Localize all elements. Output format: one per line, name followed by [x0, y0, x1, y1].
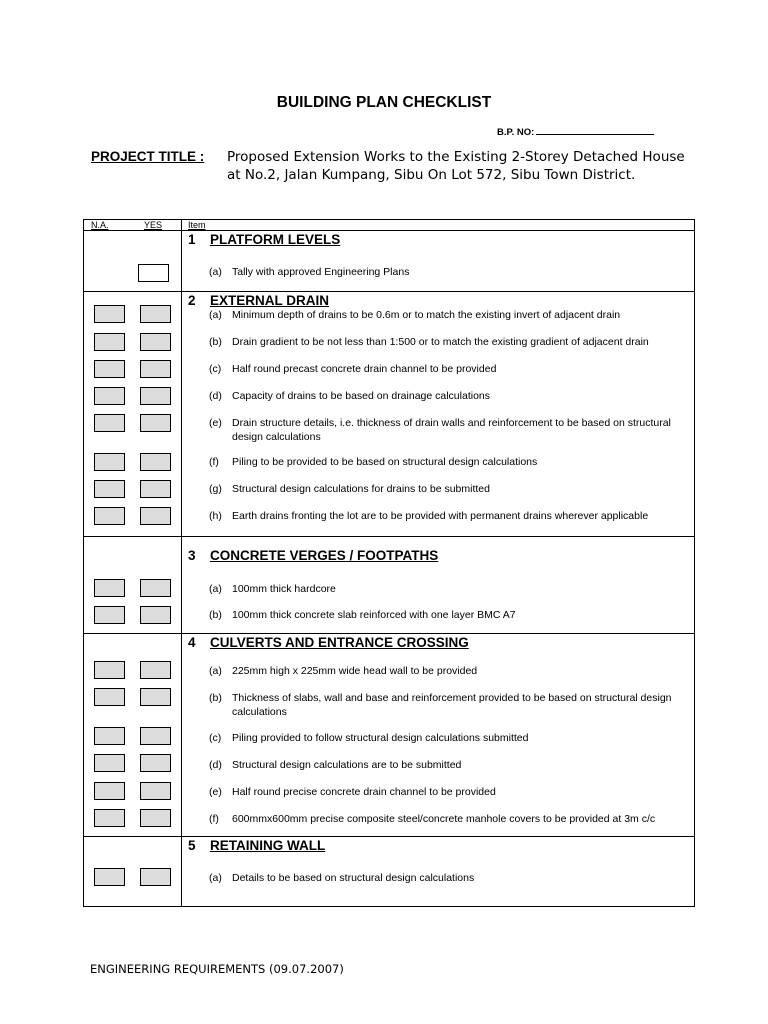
section-title: EXTERNAL DRAIN	[210, 293, 330, 308]
item-text: Piling to be provided to be based on structural design calculations	[232, 456, 538, 468]
checkbox-na-5a[interactable]	[94, 868, 125, 886]
bp-number-line[interactable]	[536, 125, 654, 135]
item-letter: (e)	[209, 786, 222, 798]
header-na: N.A.	[91, 220, 109, 230]
item-letter: (c)	[209, 363, 222, 375]
item-letter: (a)	[209, 309, 222, 321]
section-title: PLATFORM LEVELS	[210, 232, 341, 247]
checkbox-na-2e[interactable]	[94, 414, 125, 432]
column-divider	[181, 220, 182, 907]
checkbox-yes-4e[interactable]	[140, 782, 171, 800]
list-item	[209, 759, 689, 773]
list-item	[209, 309, 689, 323]
item-text: Tally with approved Engineering Plans	[232, 266, 410, 278]
checkbox-yes-5a[interactable]	[140, 868, 171, 886]
list-item	[209, 583, 689, 597]
page-footer: ENGINEERING REQUIREMENTS (09.07.2007)	[90, 962, 344, 976]
list-item	[209, 813, 689, 827]
list-item	[209, 483, 689, 497]
checkbox-na-2g[interactable]	[94, 480, 125, 498]
list-item	[209, 266, 689, 280]
item-letter: (d)	[209, 390, 222, 402]
bp-label: B.P. NO:	[497, 127, 535, 138]
section-divider	[84, 291, 695, 292]
list-item	[209, 456, 689, 470]
list-item	[209, 417, 689, 444]
bp-number-field	[497, 125, 654, 138]
checkbox-na-2h[interactable]	[94, 507, 125, 525]
checkbox-na-2b[interactable]	[94, 333, 125, 351]
section-number: 1	[188, 232, 196, 247]
list-item	[209, 510, 689, 524]
checkbox-yes-1a[interactable]	[138, 264, 169, 282]
list-item	[209, 363, 689, 377]
item-letter: (f)	[209, 813, 219, 825]
item-text: Earth drains fronting the lot are to be provided with permanent drains wherever applicable	[232, 510, 649, 522]
list-item	[209, 872, 689, 886]
checkbox-na-2d[interactable]	[94, 387, 125, 405]
item-text: Drain structure details, i.e. thickness of drain walls and reinforcement to be based on structural design calculations	[232, 417, 671, 443]
checkbox-yes-4d[interactable]	[140, 754, 171, 772]
item-text: 100mm thick hardcore	[232, 583, 336, 595]
item-letter: (b)	[209, 609, 222, 621]
checkbox-yes-3a[interactable]	[140, 579, 171, 597]
checkbox-yes-2g[interactable]	[140, 480, 171, 498]
section-title: RETAINING WALL	[210, 838, 326, 853]
checkbox-na-4b[interactable]	[94, 688, 125, 706]
item-letter: (a)	[209, 266, 222, 278]
item-text: Details to be based on structural design calculations	[232, 872, 475, 884]
item-text: Minimum depth of drains to be 0.6m or to match the existing invert of adjacent drain	[232, 309, 621, 321]
item-text: Structural design calculations are to be submitted	[232, 759, 462, 771]
header-item: Item	[188, 220, 206, 230]
project-title-text: Proposed Extension Works to the Existing 2-Storey Detached House at No.2, Jalan Kumpang, Sibu On Lot 572, Sibu Town District.	[227, 149, 685, 183]
list-item	[209, 732, 689, 746]
checkbox-na-4a[interactable]	[94, 661, 125, 679]
header-yes: YES	[144, 220, 163, 230]
list-item	[209, 786, 689, 800]
item-text: 100mm thick concrete slab reinforced with one layer BMC A7	[232, 609, 516, 621]
item-letter: (c)	[209, 732, 222, 744]
checkbox-yes-2c[interactable]	[140, 360, 171, 378]
item-letter: (b)	[209, 336, 222, 348]
item-letter: (f)	[209, 456, 219, 468]
section-title: CULVERTS AND ENTRANCE CROSSING	[210, 635, 469, 650]
checkbox-na-4d[interactable]	[94, 754, 125, 772]
checkbox-yes-2a[interactable]	[140, 305, 171, 323]
checkbox-yes-4f[interactable]	[140, 809, 171, 827]
list-item	[209, 336, 689, 350]
item-letter: (h)	[209, 510, 222, 522]
item-letter: (a)	[209, 872, 222, 884]
checkbox-yes-2b[interactable]	[140, 333, 171, 351]
checkbox-yes-2h[interactable]	[140, 507, 171, 525]
item-text: Drain gradient to be not less than 1:500 or to match the existing gradient of adjacent drain	[232, 336, 649, 348]
item-text: 225mm high x 225mm wide head wall to be provided	[232, 665, 478, 677]
section-divider	[84, 536, 695, 537]
checkbox-na-2c[interactable]	[94, 360, 125, 378]
page-title: BUILDING PLAN CHECKLIST	[276, 94, 492, 111]
checkbox-na-4f[interactable]	[94, 809, 125, 827]
checkbox-yes-2d[interactable]	[140, 387, 171, 405]
item-letter: (d)	[209, 759, 222, 771]
list-item	[209, 665, 689, 679]
item-text: Half round precise concrete drain channel to be provided	[232, 786, 496, 798]
checkbox-na-2a[interactable]	[94, 305, 125, 323]
list-item	[209, 609, 689, 623]
checkbox-na-2f[interactable]	[94, 453, 125, 471]
section-number: 5	[188, 838, 196, 853]
checkbox-yes-4a[interactable]	[140, 661, 171, 679]
checkbox-yes-4c[interactable]	[140, 727, 171, 745]
checkbox-yes-4b[interactable]	[140, 688, 171, 706]
item-text: Thickness of slabs, wall and base and reinforcement provided to be based on structural design calculations	[232, 692, 672, 718]
item-letter: (g)	[209, 483, 222, 495]
section-number: 3	[188, 548, 196, 563]
header-divider	[84, 230, 695, 231]
section-divider	[84, 633, 695, 634]
section-title: CONCRETE VERGES / FOOTPATHS	[210, 548, 439, 563]
checkbox-na-4e[interactable]	[94, 782, 125, 800]
item-letter: (a)	[209, 583, 222, 595]
item-text: 600mmx600mm precise composite steel/concrete manhole covers to be provided at 3m c/c	[232, 813, 656, 825]
list-item	[209, 390, 689, 404]
item-text: Capacity of drains to be based on drainage calculations	[232, 390, 490, 402]
section-divider	[84, 836, 695, 837]
item-letter: (e)	[209, 417, 222, 429]
checklist-table	[83, 219, 695, 907]
checkbox-na-4c[interactable]	[94, 727, 125, 745]
project-title-label: PROJECT TITLE :	[91, 149, 205, 164]
list-item	[209, 692, 689, 719]
checkbox-yes-3b[interactable]	[140, 606, 171, 624]
checkbox-na-3a[interactable]	[94, 579, 125, 597]
section-number: 4	[188, 635, 196, 650]
item-letter: (b)	[209, 692, 222, 704]
item-letter: (a)	[209, 665, 222, 677]
item-text: Piling provided to follow structural design calculations submitted	[232, 732, 529, 744]
checkbox-yes-2f[interactable]	[140, 453, 171, 471]
checkbox-na-3b[interactable]	[94, 606, 125, 624]
section-number: 2	[188, 293, 196, 308]
item-text: Half round precast concrete drain channel to be provided	[232, 363, 497, 375]
item-text: Structural design calculations for drains to be submitted	[232, 483, 490, 495]
checkbox-yes-2e[interactable]	[140, 414, 171, 432]
